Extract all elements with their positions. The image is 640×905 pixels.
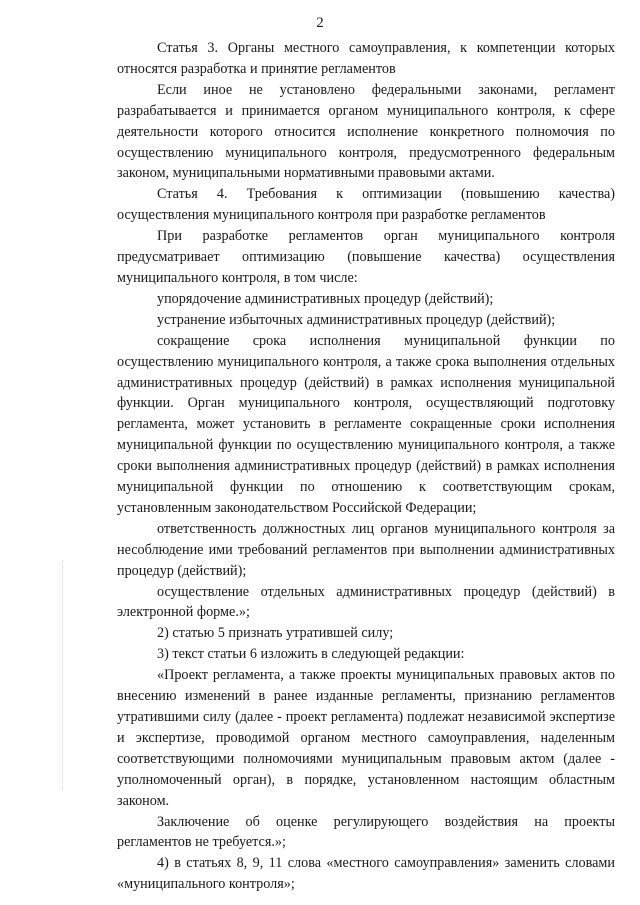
article-4-heading: Статья 4. Требования к оптимизации (повышению качества) осуществления муниципального контроля при разработке регламентов [117,186,615,224]
document-body [117,38,615,895]
list-item-responsibility: ответственность должностных лиц органов муниципального контроля за несоблюдение ими требований регламентов при выполнении административных процедур (действий); [117,520,615,579]
scan-margin-artifact [62,560,64,790]
amendment-3: 3) текст статьи 6 изложить в следующей редакции: [157,646,465,663]
list-item-elimination: устранение избыточных административных процедур (действий); [157,311,556,328]
list-item-ordering: упорядочение административных процедур (действий); [157,290,494,307]
amendment-2: 2) статью 5 признать утратившей силу; [157,625,394,642]
list-item-electronic: осуществление отдельных административных процедур (действий) в электронной форме.»; [117,583,615,621]
article-3-text: Если иное не установлено федеральными законами, регламент разрабатывается и принимается органом муниципального контроля, к сфере деятельности которого относится исполнение конкретного полномочия по осуществлению муниципального контроля, предусмотренного федеральным законом, муниципальными нормативными правовыми актами. [117,81,615,182]
page-number: 2 [316,15,324,31]
list-item-reduction: сокращение срока исполнения муниципальной функции по осуществлению муниципального контроля, а также срока выполнения отдельных административных процедур (действий) в рамках исполнения муниципальной функции. Орган муниципального контроля, осуществляющий подготовку регламента, может установить в регламенте сокращенные сроки исполнения муниципальной функции по осуществлению муниципального контроля, а также сроки выполнения административных процедур (действий) в рамках исполнения муниципальной функции по отношению к соответствующим срокам, установленным законодательством Российской Федерации; [117,332,615,516]
article-6-conclusion: Заключение об оценке регулирующего воздействия на проекты регламентов не требуется.»; [117,813,615,851]
article-4-intro: При разработке регламентов орган муниципального контроля предусматривает оптимизацию (повышение качества) осуществления муниципального контроля, в том числе: [117,228,615,286]
article-6-new-text: «Проект регламента, а также проекты муниципальных правовых актов по внесению изменений в ранее изданные регламенты, признанию регламентов утратившими силу (далее - проект регламента) подлежат независимой экспертизе и экспертизе, проводимой органом местного самоуправления, наделенным соответствующими полномочиями муниципальным правовым актом (далее - уполномоченный орган), в порядке, установленном настоящим областным законом. [117,667,615,809]
article-3-heading: Статья 3. Органы местного самоуправления, к компетенции которых относятся разработка и принятие регламентов [117,40,615,77]
amendment-4: 4) в статьях 8, 9, 11 слова «местного самоуправления» заменить словами «муниципального контроля»; [117,855,615,893]
